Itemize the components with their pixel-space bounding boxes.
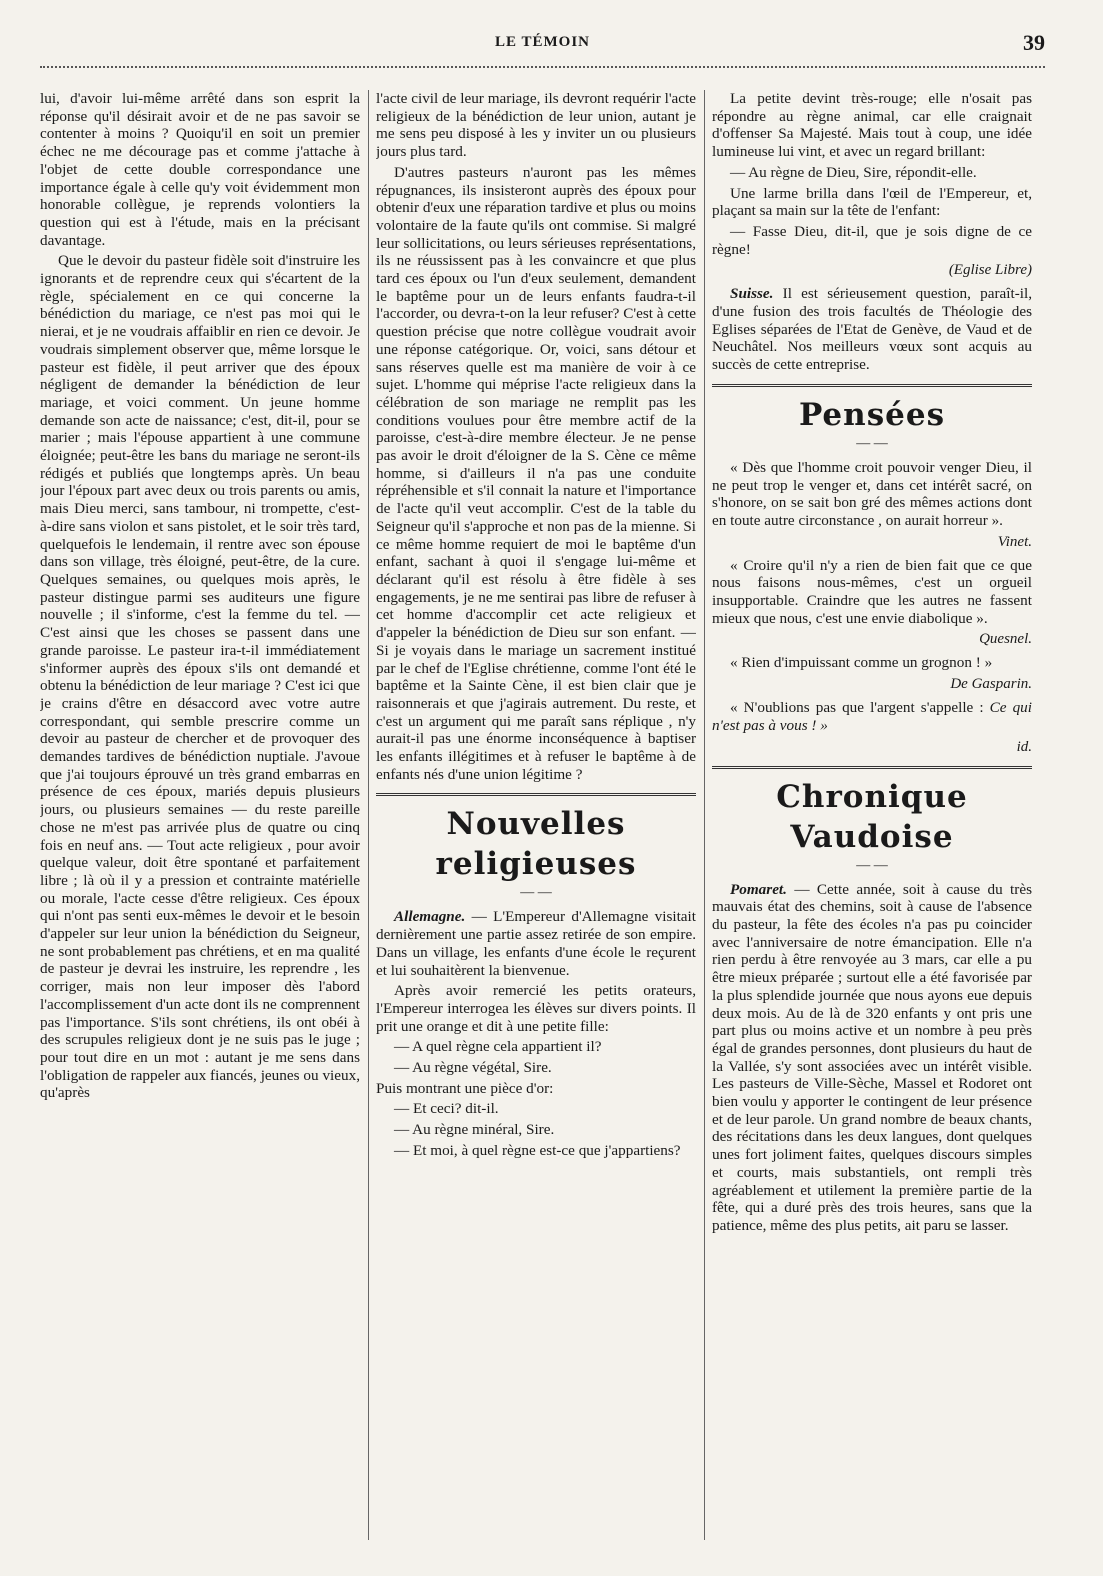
header-rule: [40, 66, 1045, 68]
dialogue-line: — Et moi, à quel règne est-ce que j'appartiens?: [394, 1141, 681, 1159]
dialogue-line: Puis montrant une pièce d'or:: [376, 1079, 554, 1097]
dialogue-line: — A quel règne cela appartient il?: [394, 1038, 602, 1056]
section-title-nouvelles: Nouvelles religieuses: [435, 806, 637, 883]
paragraph: Après avoir remercié les petits orateurs, l'Empereur interrogea les élèves sur divers points. Il prit une orange et dit à une petite fille:: [376, 982, 696, 1035]
title-dash: — —: [856, 857, 888, 873]
section-rule: [712, 766, 1032, 769]
section-rule: [712, 384, 1032, 387]
dialogue-line: — Au règne minéral, Sire.: [394, 1121, 555, 1139]
quote-author: id.: [1016, 738, 1032, 755]
quote-text: « N'oublions pas que l'argent s'appelle :: [730, 699, 990, 717]
paragraph: lui, d'avoir lui-même arrêté dans son esprit la réponse qu'il désirait avoir et de ne pas savoir se contenter à moins ? Quoiqu'il en soit un premier échec ne me décourage pas et comme j'attache à l'objet de cette double correspondance une importance égale à celle qu'y voit évidemment mon honorable collègue, je reprends volontiers la question qui est à l'étude, mais en la précisant davantage.: [40, 90, 360, 249]
news-kicker: Suisse.: [730, 285, 774, 303]
quote-author: Vinet.: [997, 533, 1032, 550]
news-item-allemagne: [376, 908, 696, 979]
title-dash: — —: [520, 885, 552, 901]
section-rule: [376, 793, 696, 796]
news-kicker: Pomaret.: [730, 880, 787, 898]
quote: [712, 699, 1032, 734]
quote-text-italic: Ce qui n'est pas à vous ! »: [712, 699, 1032, 734]
paragraph: La petite devint très-rouge; elle n'osait pas répondre au règne animal, car elle craignait d'offenser Sa Majesté. Mais tout à coup, une idée lumineuse lui vint, et avec un regard brillant:: [712, 90, 1032, 161]
title-dash: — —: [856, 435, 888, 451]
quote-author: Quesnel.: [979, 631, 1032, 648]
paragraph: Que le devoir du pasteur fidèle soit d'instruire les ignorants et de reprendre ceux qui s'écartent de la règle, spécialement en ce qui concerne la bénédiction du mariage, ce n'est pas moi qui le nierai, et je ne voudrais affaiblir en rien ce devoir. Je voudrais simplement observer que, même lorsque le pasteur est fidèle, il peut arriver que des époux négligent de demander la bénédiction de leur mariage, et voici comment. Un jeune homme demande son acte de naissance; c'est, dit-il, pour se marier ; mais l'épouse appartient à une commune éloignée; peut-être les bans du mariage ne seront-ils rédigés et publiés que longtemps après. Un beau jour l'époux part avec deux ou trois parents ou amis, mais Dieu merci, sans tambour, ni trompette, c'est-à-dire sans violon et sans pistolet, et le soir très tard, quelquefois le lendemain, il rentre avec son épouse dans son village, très éloigné, peut-être, de la cure. Quelques semaines, ou quelques mois après, le pasteur distingue parmi ses auditeurs une figure nouvelle ; il s'informe, c'est la femme du tel. — C'est ainsi que les choses se passent dans une grande paroisse. Le pasteur ira-t-il immédiatement s'informer auprès des époux s'ils ont demandé et obtenu la bénédiction de leur mariage ? C'est ici que je crains d'être en désaccord avec votre autre correspondant, qui semble prescrire comme un devoir au pasteur de chercher et de provoquer des demandes tardives de bénédiction nuptiale. J'avoue que j'ai toujours éprouvé un très grand embarras en présence de ces époux, mariés depuis plusieurs jours, ou plusieurs semaines — du reste pareille chose ne m'est pas arrivée plus de quatre ou cinq fois en neuf ans. — Tout acte religieux , pour avoir quelque valeur, doit être spontané et parfaitement libre ; là où il y a pression et contrainte matérielle ou morale, l'acte cesse d'être religieux. Ces époux qui n'ont pas senti eux-mêmes le devoir et le besoin d'appeler sur leur union la bénédiction du Seigneur, ne sont probablement pas chrétiens, et en ma qualité de pasteur je devrai les instruire, les reprendre , les corriger, mais non leur imposer dès l'abord l'accomplissement d'un acte dont ils ne comprennent pas l'importance. S'ils sont chrétiens, ils ont obéi à des scrupules religieux dont je ne suis pas le juge ; pour tout dire en un mot : autant je me sens dans l'obligation de rappeler aux fiancés, jeunes ou vieux, qu'après: [40, 252, 360, 1102]
paragraph: — Fasse Dieu, dit-il, que je sois digne de ce règne!: [712, 222, 1032, 258]
page-header: [40, 30, 1045, 58]
news-text: — L'Empereur d'Allemagne visitait dernièrement une partie assez retirée de son empire. Dans un village, les enfants d'une école le reçurent et lui souhaitèrent la bienvenue.: [376, 908, 696, 979]
dialogue-line: — Et ceci? dit-il.: [394, 1100, 499, 1118]
quote-author: De Gasparin.: [950, 676, 1032, 693]
page-number: 39: [1023, 30, 1045, 55]
quote: « Rien d'impuissant comme un grognon ! »: [730, 654, 993, 672]
column-1: [40, 90, 360, 1540]
paragraph: Une larme brilla dans l'œil de l'Empereur, et, plaçant sa main sur la tête de l'enfant:: [712, 184, 1032, 220]
section-title-pensees: Pensées: [798, 396, 946, 433]
news-kicker: Allemagne.: [394, 908, 466, 926]
paragraph: — Au règne de Dieu, Sire, répondit-elle.: [730, 163, 977, 181]
column-3: [712, 90, 1032, 1540]
column-rule: [368, 90, 369, 1540]
column-2: [376, 90, 696, 1540]
source-attribution: (Eglise Libre): [948, 262, 1032, 279]
news-item-suisse: [712, 285, 1032, 374]
section-title-chronique: Chronique Vaudoise: [776, 778, 968, 855]
quote: « Croire qu'il n'y a rien de bien fait que ce que nous faisons nous-mêmes, c'est un orgueil insupportable. Craindre que les autres ne fassent mieux que nous, c'est une envie diabolique ».: [712, 556, 1032, 627]
paragraph: l'acte civil de leur mariage, ils devront requérir l'acte religieux de la bénédiction de leur union, autant je me sens peu disposé à les y inviter un ou plusieurs jours plus tard.: [376, 90, 696, 161]
news-text: Il est sérieusement question, paraît-il, d'une fusion des trois facultés de Théologie des Eglises séparées de l'Etat de Genève, de Vaud et de Neuchâtel. Nos meilleurs vœux sont acquis au succès de cette entreprise.: [712, 285, 1032, 374]
quote: « Dès que l'homme croit pouvoir venger Dieu, il ne peut trop le venger et, dans cet intérêt sacré, on s'honore, on se sait bon gré des mêmes actions dont en toute autre circonstance , on aurait horreur ».: [712, 458, 1032, 529]
dialogue-line: — Au règne végétal, Sire.: [394, 1059, 552, 1077]
running-title: LE TÉMOIN: [495, 34, 590, 50]
column-rule: [704, 90, 705, 1540]
news-item-pomaret: [712, 881, 1032, 1235]
paragraph: D'autres pasteurs n'auront pas les mêmes répugnances, ils insisteront auprès des époux pour obtenir d'eux une réparation tardive et plus ou moins volontaire de la faute qu'ils ont commise. Si malgré leur sollicitations, ou leurs sérieuses représentations, ils ne réussissent pas à les convaincre et que plus tard ces époux ou l'un d'eux seulement, demandent le baptême pour un de leurs enfants faudra-t-il l'accorder, ou devra-t-on la leur refuser? C'est à cette question précise que notre collègue voudrait avoir une réponse catégorique. Or, voici, sans détour et sans réserves quelle est ma manière de voir à ce sujet. L'homme qui méprise l'acte religieux dans la célébration de son mariage ne remplit pas les conditions voulues pour être membre actif de la paroisse, c'est-à-dire membre électeur. Je ne pense pas avoir le droit d'éloigner de la S. Cène ce même homme, si d'ailleurs il n'a pas une conduite répréhensible et s'il connait la nature et l'importance de l'acte qu'il veut accomplir. C'est de la table du Seigneur qu'il s'approche et non pas de la mienne. Si ce même homme requiert de moi le baptême d'un enfant, sachant à quoi il s'engage lui-même et déclarant qu'il est résolu à être fidèle à ses engagements, je ne me sentirai pas libre de refuser à cet homme d'accomplir cet acte religieux et d'appeler la bénédiction de Dieu sur son enfant. — Si je voyais dans le mariage un sacrement institué par le chef de l'Eglise chrétienne, comme l'ont été le baptême et la Sainte Cène, il est bien clair que je raisonnerais et que j'agirais autrement. Du reste, et c'est un argument qui me paraît sans réplique , n'y aurait-il pas une énorme inconséquence à baptiser les enfants illégitimes et à refuser le baptême à de enfants nés d'une union légitime ?: [376, 163, 696, 783]
news-text: — Cette année, soit à cause du très mauvais état des chemins, soit à cause de l'absence du pasteur, la fête des écoles n'a pas pu coincider avec l'anniversaire de notre émancipation. Elle n'a rien perdu à être renvoyée au 3 mars, car elle a pu être mieux préparée ; surtout elle a été favorisée par la plus splendide journée que nous ayons eue depuis deux mois. Au de là de 320 enfants y ont pris une part plus ou moins active et un nombre à peu près égal de grandes personnes, dont plusieurs du haut de la Vallée, s'y sont associées avec un intérêt visible. Les pasteurs de Ville-Sèche, Massel et Rodoret ont bien voulu y apporter le contingent de leur présence et de leur parole. Un grand nombre de beaux chants, des récitations dans les deux langues, dont quelques unes fort joliment faites, quelques discours simples et courts, mais substantiels, ont rempli très agréablement et utilement la première partie de la fête, qui a duré près des trois heures, sans que la patience, même des plus petits, ait paru se lasser.: [712, 880, 1032, 1234]
